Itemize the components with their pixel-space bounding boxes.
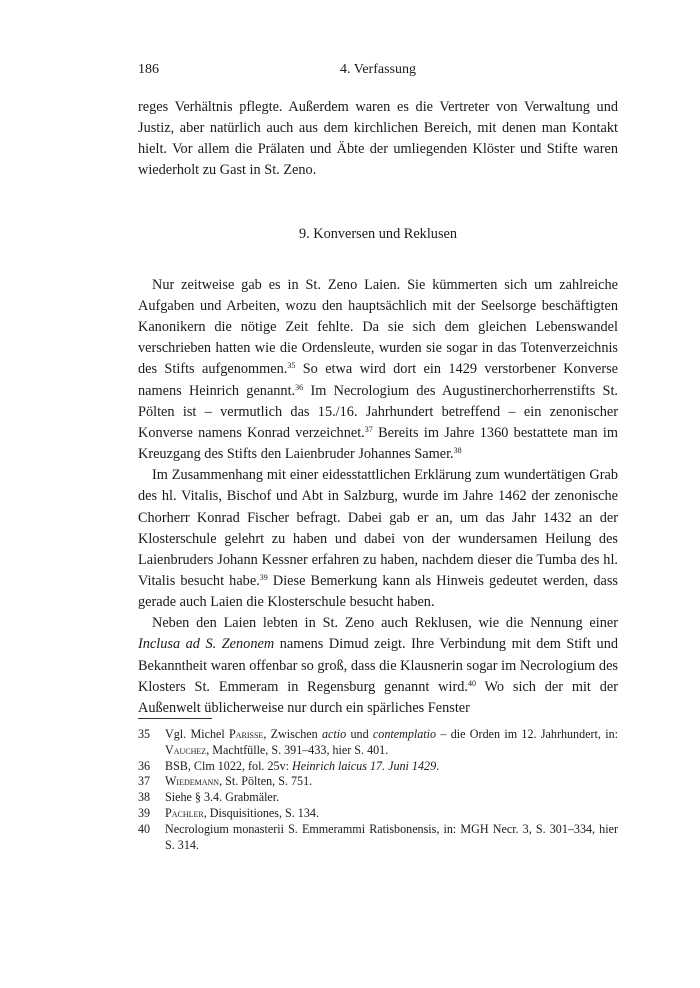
paragraph-laien: Nur zeitweise gab es in St. Zeno Laien. Sie kümmerten sich um zahlreiche Aufgaben und Arbeiten, wozu den hauptsächlich mit der Seelsorge beschäftigten Kanonikern die nötige Zeit fehlte. Da sie sich dem gleichen Lebenswandel verschrieben hatten wie die Ordensleute, wurden sie sogar in das Totenverzeichnis des Stifts aufgenommen.$^{35}$ So etwa wird dort ein 1429 verstorbener Konverse namens Heinrich genannt.$^{36}$ Im Necrologium des Augustinerchorherrenstifts St. Pölten ist – vermutlich das 15./16. Jahrhundert betreffend – ein zenonischer Konverse namens Konrad verzeichnet.$^{37}$ Bereits im Jahre 1360 bestattete man im Kreuzgang des Stifts den Laienbruder Johannes Samer.$^{38}$ xyxy=(138,276,619,463)
author-name: Pachler xyxy=(165,805,204,820)
author-name: Parisse xyxy=(229,727,264,741)
paragraph-reklusen: Neben den Laien lebten in St. Zeno auch Reklusen, wie die Nennung einer Inclusa ad S. Zenonem namens Dimud zeigt. Ihre Verbindung mit dem Stift und Bekanntheit waren offenbar so groß, dass die Klausnerin sogar im Necrologium des Klosters St. Emmeram in Regensburg genannt wird.$^{40}$ Wo sich der mit der Außenwelt üblicherweise nur durch ein spärliches Fenster xyxy=(138,615,619,716)
page-number: 186 xyxy=(138,62,159,77)
author-name: Wiedemann xyxy=(165,774,220,789)
paragraph-continued: reges Verhältnis pflegte. Außerdem waren es die Vertreter von Verwaltung und Justiz, aber natürlich auch aus dem kirchlichen Bereich, mit denen man Kontakt hielt. Vor allem die Prälaten und Äbte der umliegenden Klöster und Stifte waren wiederholt zu Gast in St. Zeno. xyxy=(138,99,618,179)
section-heading: 9. Konversen und Reklusen xyxy=(298,225,458,242)
paragraph-klosterschule: Im Zusammenhang mit einer eidesstattlichen Erklärung zum wundertätigen Grab des hl. Vitalis, Bischof und Abt in Salzburg, wurde im Jahre 1462 der zenonische Chorherr Konrad Fischer befragt. Dabei gab er an, um das Jahr 1432 an der Klosterschule gelehrt zu haben und dabei von der wundersamen Heilung des Laienbruders Johann Kessner erfahren zu haben, nachdem dieser die Tumba des hl. Vitalis besucht habe.$^{39}$ Diese Bemerkung kann als Hinweis gedeutet werden, dass gerade auch Laien die Klosterschule besucht haben. xyxy=(138,467,618,611)
note-ref-39[interactable]: 39 xyxy=(259,572,268,582)
italic-term: Inclusa ad S. Zenonem xyxy=(138,636,275,653)
footnote-40: 40 Necrologium monasterii S. Emmerammi Ratisbonensis, in: MGH Necr. 3, S. 301–334, hier S. 314. xyxy=(138,821,618,852)
footnote-number: 39 xyxy=(138,805,151,820)
note-ref-35[interactable]: 35 xyxy=(287,361,296,371)
footnote-35: 35 Vgl. Michel Parisse, Zwischen actio und contemplatio – die Orden im 12. Jahrhundert, in: Vauchez, Machtfülle, S. 391–433, hier S. 401. xyxy=(138,727,619,757)
footnote-number: 37 xyxy=(138,774,151,789)
footnote-39: 39 Pachler, Disquisitiones, S. 134. xyxy=(138,805,319,820)
footnote-number: 35 xyxy=(138,727,151,741)
note-ref-36[interactable]: 36 xyxy=(295,382,304,392)
footnote-37: 37 Wiedemann, St. Pölten, S. 751. xyxy=(138,774,313,789)
running-head: 4. Verfassung xyxy=(340,62,416,77)
author-name: Vauchez xyxy=(165,742,207,757)
footnotes xyxy=(138,727,618,853)
footnote-rule xyxy=(138,718,212,719)
footnote-number: 36 xyxy=(138,758,151,773)
footnote-number: 38 xyxy=(138,790,151,805)
body-text xyxy=(138,97,618,719)
note-ref-40[interactable]: 40 xyxy=(467,678,476,688)
footnote-38: 38 Siehe § 3.4. Grabmäler. xyxy=(138,790,280,805)
note-ref-37[interactable]: 37 xyxy=(364,424,373,434)
footnote-number: 40 xyxy=(138,821,151,836)
page-header xyxy=(138,62,618,82)
footnote-36: 36 BSB, Clm 1022, fol. 25v: Heinrich laicus 17. Juni 1429. xyxy=(138,758,440,773)
note-ref-38[interactable]: 38 xyxy=(453,446,462,456)
